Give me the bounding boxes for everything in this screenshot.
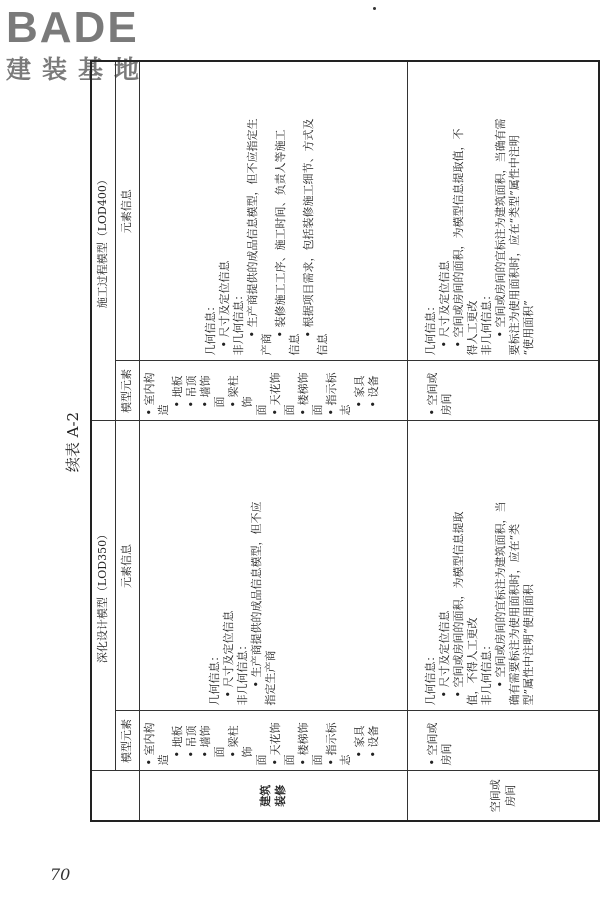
subheader-model-elements: 模型元素 xyxy=(115,361,139,421)
table-subheader-row xyxy=(115,61,139,821)
info-line: 几何信息： xyxy=(207,650,221,706)
list-item: • 地板 xyxy=(170,375,184,408)
lod400-info-cell xyxy=(407,61,599,361)
info-line: 信息 xyxy=(287,333,301,356)
info-line: • 空间或房间的面积，为模型信息提取 xyxy=(451,511,465,698)
brand-logo-latin: BADE xyxy=(6,3,139,52)
list-item: 房间 xyxy=(439,393,453,416)
info-line: • 根据项目需求，包括装修施工细节、方式及 xyxy=(301,118,315,338)
list-item: 面 xyxy=(254,754,268,766)
list-item: • 家具 xyxy=(352,725,366,758)
list-item: • 天花饰 xyxy=(268,372,282,416)
row-label xyxy=(407,771,599,821)
info-line: • 尺寸及定位信息 xyxy=(217,260,231,348)
info-line: • 尺寸及定位信息 xyxy=(221,610,235,698)
info-line: 确有需要标注为使用面积时，应在“类 xyxy=(507,523,521,706)
table-row xyxy=(407,61,599,821)
list-item: • 设备 xyxy=(366,725,380,758)
list-item: 面 xyxy=(282,404,296,416)
list-item: 志 xyxy=(338,404,352,416)
list-item: • 梁柱饰 xyxy=(226,375,254,408)
row-label xyxy=(139,771,407,821)
list-item: • 吊顶 xyxy=(184,375,198,408)
info-line: • 空间或房间的宜标注为建筑面积，当 xyxy=(493,501,507,688)
info-line: • 装修施工工序、施工时间、负责人等施工 xyxy=(273,129,287,338)
list-item: • 天花饰 xyxy=(268,722,282,766)
info-line: 得人工更改 xyxy=(465,300,479,356)
info-line: 几何信息： xyxy=(203,300,217,356)
table-row xyxy=(139,61,407,821)
row-label-text: 建筑 装修 xyxy=(259,784,287,807)
lod400-elements-cell xyxy=(139,361,407,421)
lod350-info-cell xyxy=(139,421,407,711)
info-line: 型”属性中注明“使用面积 xyxy=(521,584,535,706)
subheader-element-info: 元素信息 xyxy=(115,61,139,361)
lod400-info-cell xyxy=(139,61,407,361)
info-line: 非几何信息： xyxy=(235,639,249,706)
list-item: 面 xyxy=(310,754,324,766)
info-line: 指定生产商 xyxy=(263,650,277,706)
info-line: • 生产商提供的成品信息模型，但不应 xyxy=(249,501,263,688)
header-corner-cell xyxy=(91,771,139,821)
rotated-table-area xyxy=(60,62,598,822)
list-item: • 梁柱饰 xyxy=(226,725,254,758)
info-line: 非几何信息： xyxy=(231,289,245,356)
info-line: • 空间或房间的面积，为模型信息提取值，不 xyxy=(451,128,465,348)
row-label-text: 空间或 房间 xyxy=(488,779,517,813)
list-item: • 指示标 xyxy=(324,372,338,416)
list-item: • 墙饰面 xyxy=(198,375,226,408)
list-item: 志 xyxy=(338,754,352,766)
list-item: • 家具 xyxy=(352,375,366,408)
info-line: 几何信息： xyxy=(423,300,437,356)
list-item: • 墙饰面 xyxy=(198,725,226,758)
list-item: • 楼梯饰 xyxy=(296,722,310,766)
table-caption: 续表 A-2 xyxy=(64,411,82,473)
header-lod400: 施工过程模型（LOD400） xyxy=(91,61,115,421)
lod350-elements-cell xyxy=(407,711,599,771)
list-item: 面 xyxy=(254,404,268,416)
list-item: 房间 xyxy=(439,743,453,766)
page-number: 70 xyxy=(50,865,71,884)
info-line: • 空间或房间的宜标注为建筑面积，当确有需 xyxy=(493,118,507,338)
header-lod350: 深化设计模型（LOD350） xyxy=(91,421,115,771)
list-item: • 空间或 xyxy=(425,372,439,416)
list-item: 造 xyxy=(156,404,170,416)
info-line: 要标注为使用面积时，应在“类型”属性中注明 xyxy=(507,135,521,356)
list-item: 面 xyxy=(282,754,296,766)
list-item: • 室内构 xyxy=(142,372,156,416)
list-item: • 设备 xyxy=(366,375,380,408)
info-line: • 尺寸及定位信息 xyxy=(437,610,451,698)
list-item: • 吊顶 xyxy=(184,725,198,758)
lod350-info-cell xyxy=(407,421,599,711)
list-item: • 空间或 xyxy=(425,722,439,766)
info-line: 非几何信息： xyxy=(479,639,493,706)
list-item: • 室内构 xyxy=(142,722,156,766)
brand-logo-chinese: 建装基地 xyxy=(6,55,151,84)
list-item: • 指示标 xyxy=(324,722,338,766)
subheader-model-elements: 模型元素 xyxy=(115,711,139,771)
info-line: 几何信息： xyxy=(423,650,437,706)
lod350-elements-cell xyxy=(139,711,407,771)
speck-mark xyxy=(373,7,376,10)
info-line: 产商 xyxy=(259,333,273,356)
list-item: 造 xyxy=(156,754,170,766)
info-line: • 尺寸及定位信息 xyxy=(437,260,451,348)
info-line: “使用面积” xyxy=(521,300,535,356)
info-line: 信息 xyxy=(315,333,329,356)
info-line: 非几何信息： xyxy=(479,289,493,356)
list-item: • 楼梯饰 xyxy=(296,372,310,416)
lod-spec-table xyxy=(90,60,600,822)
info-line: 值，不得人工更改 xyxy=(465,617,479,706)
lod400-elements-cell xyxy=(407,361,599,421)
list-item: • 地板 xyxy=(170,725,184,758)
info-line: • 生产商提供的成品信息模型，但不应指定生 xyxy=(245,118,259,338)
table-header-row xyxy=(91,61,115,821)
list-item: 面 xyxy=(310,404,324,416)
subheader-element-info: 元素信息 xyxy=(115,421,139,711)
